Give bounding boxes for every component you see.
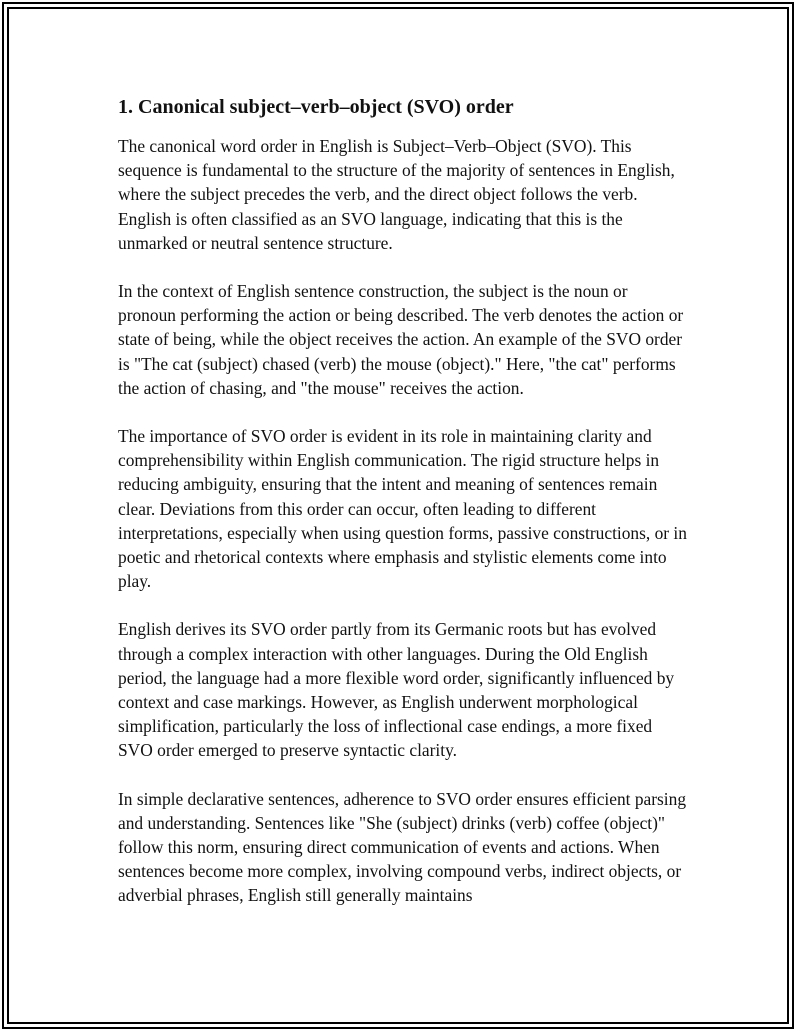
paragraph-declarative-sentences: In simple declarative sentences, adherence to SVO order ensures efficient parsing and understanding. Sentences like "She (subject) drinks (verb) coffee (object)" follow this norm, ensuring direct communication of events and actions. When sentences become more complex, involving compound verbs, indirect objects, or adverbial phrases, English still generally maintains	[118, 788, 687, 906]
paragraph-svo-definition: The canonical word order in English is Subject–Verb–Object (SVO). This sequence is fundamental to the structure of the majority of sentences in English, where the subject precedes the verb, and the direct object follows the verb. English is often classified as an SVO language, indicating that this is the unmarked or neutral sentence structure.	[118, 136, 675, 253]
paragraph-historical-origin: English derives its SVO order partly from its Germanic roots but has evolved through a complex interaction with other languages. During the Old English period, the language had a more flexible word order, significantly influenced by context and case markings. However, as English underwent morphological simplification, particularly the loss of inflectional case endings, a more fixed SVO order emerged to preserve syntactic clarity.	[118, 619, 675, 761]
document-body	[118, 93, 688, 932]
section-heading: 1. Canonical subject–verb–object (SVO) order	[118, 96, 514, 118]
paragraph-importance: The importance of SVO order is evident in its role in maintaining clarity and comprehensibility within English communication. The rigid structure helps in reducing ambiguity, ensuring that the intent and meaning of sentences remain clear. Deviations from this order can occur, often leading to different interpretations, especially when using question forms, passive constructions, or in poetic and rhetorical contexts where emphasis and stylistic elements come into play.	[118, 426, 687, 592]
paragraph-sentence-construction: In the context of English sentence construction, the subject is the noun or pronoun performing the action or being described. The verb denotes the action or state of being, while the object receives the action. An example of the SVO order is "The cat (subject) chased (verb) the mouse (object)." Here, "the cat" performs the action of chasing, and "the mouse" receives the action.	[118, 281, 684, 398]
